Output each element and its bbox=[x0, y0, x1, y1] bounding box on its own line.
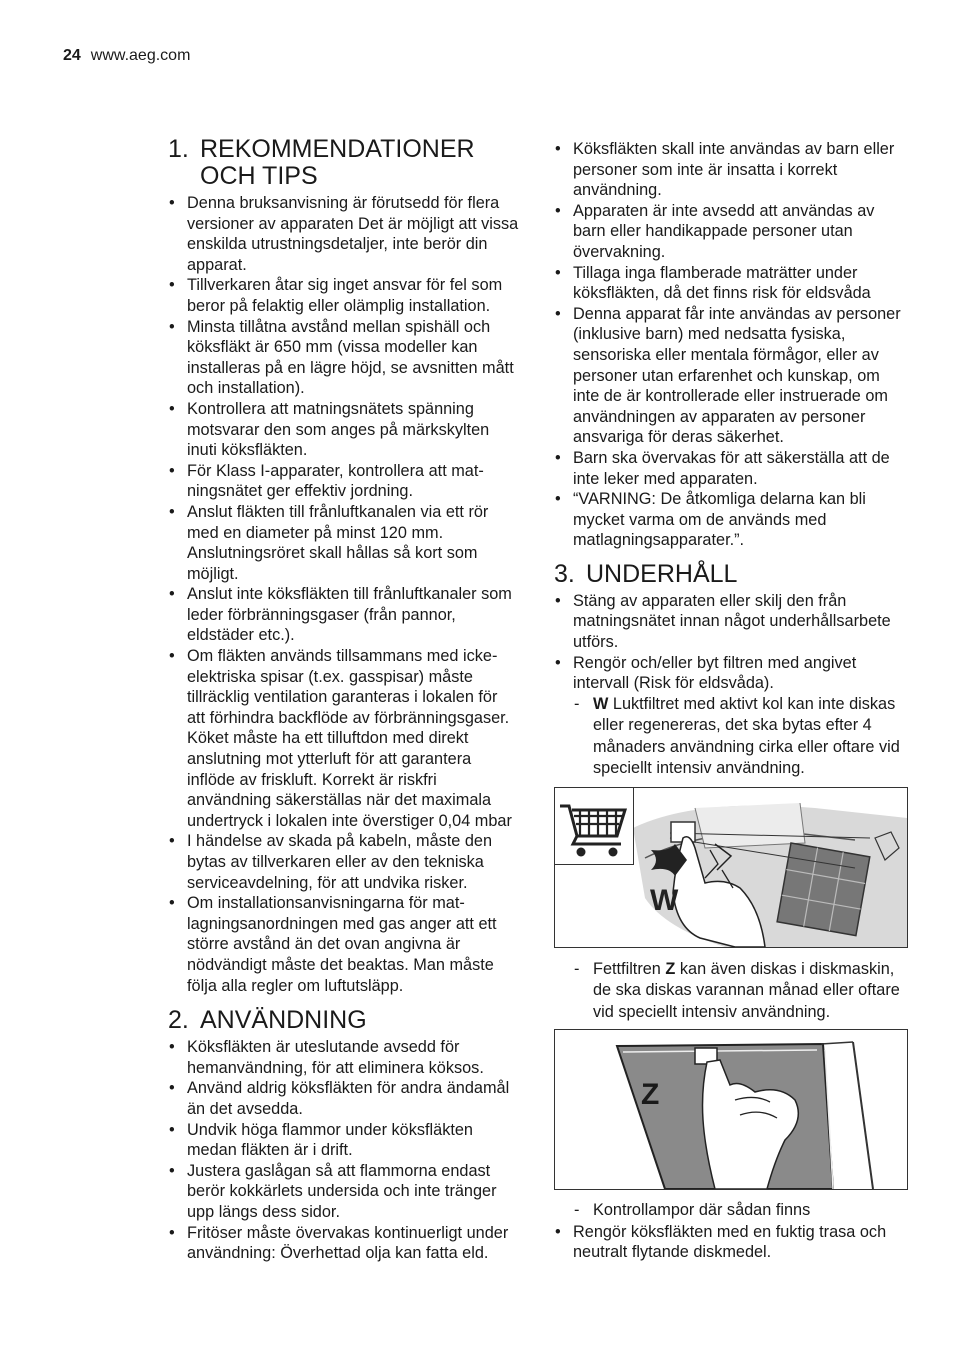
section-heading: 3. UNDERHÅLL bbox=[554, 559, 738, 588]
list-item: • Tillaga inga flamberade maträtter under köksfläkten, då det finns risk för eldsvåda bbox=[554, 263, 910, 304]
list-item: • Rengör köksfläkten med en fuktig trasa och neutralt flytande diskmedel. bbox=[554, 1222, 910, 1263]
bullet-list bbox=[554, 591, 910, 694]
list-item: • Kontrollera att matningsnätets spänning motsvarar den som anges på märkskylten inuti köksfläkten. bbox=[168, 399, 520, 461]
right-column bbox=[554, 139, 910, 1263]
figure-charcoal-filter bbox=[554, 787, 908, 948]
list-item: • Köksfläkten är uteslutande avsedd för hemanvändning, för att eliminera köksos. bbox=[168, 1037, 520, 1078]
bullet-list bbox=[168, 193, 520, 996]
list-item: • Anslut inte köksfläkten till frånluftkanaler som leder förbränningsgaser (från pannor, eldstäder etc.). bbox=[168, 584, 520, 646]
section-recommendations bbox=[168, 136, 520, 996]
list-item: • Tillverkaren åtar sig inget ansvar för fel som beror på felaktig eller olämplig installation. bbox=[168, 275, 520, 316]
list-item: • “VARNING: De åtkomliga delarna kan bli mycket varma om de används med matlagningsapparater.”. bbox=[554, 489, 910, 551]
list-item: • Apparaten är inte avsedd att användas av barn eller handikappade personer utan övervakning. bbox=[554, 201, 910, 263]
list-item: • Minsta tillåtna avstånd mellan spishäll och köksfläkt är 650 mm (vissa modeller kan installeras på en lägre höjd, se avsnitten mått och installation). bbox=[168, 317, 520, 399]
list-item: • Undvik höga flammor under köksfläkten medan fläkten är i drift. bbox=[168, 1120, 520, 1161]
section-usage bbox=[168, 1007, 520, 1264]
section-heading: 2. ANVÄNDNING bbox=[168, 1006, 367, 1035]
list-item: • Barn ska övervakas för att säkerställa att de inte leker med apparaten. bbox=[554, 448, 910, 489]
dash-item-lamps: - Kontrollampor där sådan finns bbox=[554, 1200, 910, 1222]
list-item: • För Klass I-apparater, kontrollera att matningsnätet ger effektiv jordning. bbox=[168, 461, 520, 502]
site-url[interactable]: www.aeg.com bbox=[90, 47, 191, 64]
list-item: • Köksfläkten skall inte användas av barn eller personer som inte är insatta i korrekt användning. bbox=[554, 139, 910, 201]
arrow-icon bbox=[649, 844, 689, 876]
list-item: • Fritöser måste övervakas kontinuerligt under användning: Överhettad olja kan fatta eld. bbox=[168, 1223, 520, 1264]
list-item: • I händelse av skada på kabeln, måste den bytas av tillverkaren eller av den tekniska serviceavdelning, för att undvika risker. bbox=[168, 831, 520, 893]
bullet-list bbox=[168, 1037, 520, 1264]
list-item: • Använd aldrig köksfläkten för andra ändamål än det avsedda. bbox=[168, 1078, 520, 1119]
list-item: • Justera gaslågan så att flammorna endast berör kokkärlets undersida och inte tränger upp längs dess sidor. bbox=[168, 1161, 520, 1223]
page-header bbox=[63, 47, 190, 65]
cart-box bbox=[555, 788, 634, 865]
list-item: • Denna bruksanvisning är förutsedd för flera versioner av apparaten Det är möjligt att vissa enskilda utrustningsdetaljer, inte berör din apparat. bbox=[168, 193, 520, 275]
bullet-list bbox=[554, 1222, 910, 1263]
left-column bbox=[168, 136, 520, 1274]
bullet-list-continued bbox=[554, 139, 910, 551]
list-item: • Om installationsanvisningarna för matlagningsanordningen med gas anger att ett större avstånd än det ovan angivna är nödvändigt måste det beaktas. Man måste följa alla regler om luftutsläpp. bbox=[168, 893, 520, 996]
dash-item-grease-filter: - Fettfiltren Z kan även diskas i diskmaskin, de ska diskas varannan månad eller oftare vid speciellt intensiv användning. bbox=[554, 959, 910, 1024]
list-item: • Om fläkten används tillsammans med icke-elektriska spisar (t.ex. gasspisar) måste tillräcklig ventilation garanteras i lokalen för att förhindra backflöde av förbränningsgaser. Köket måste ha ett tilluftdon med direkt anslutning mot ytterluft för att garantera inflöde av friskluft. Korrekt är riskfri användning säkerställas när det maximala undertryck i lokalen inte överstiger 0,04 mbar bbox=[168, 646, 520, 831]
shopping-cart-icon bbox=[555, 788, 633, 864]
list-item: • Stäng av apparaten eller skilj den från matningsnätet innan något underhållsarbete utförs. bbox=[554, 591, 910, 653]
list-item: • Rengör och/eller byt filtren med angivet intervall (Risk för eldsvåda). bbox=[554, 653, 910, 694]
list-item: • Anslut fläkten till frånluftkanalen via ett rör med en diameter på minst 120 mm. Anslutningsröret skall hållas så kort som möjligt. bbox=[168, 502, 520, 584]
figure-label-w: W bbox=[650, 883, 679, 917]
section-maintenance bbox=[554, 561, 910, 1263]
page-number: 24 bbox=[63, 47, 81, 64]
figure-grease-filter bbox=[554, 1029, 908, 1190]
list-item: • Denna apparat får inte användas av personer (inklusive barn) med nedsatta fysiska, sensoriska eller mentala förmågor, eller av personer utan erfarenhet och kunskap, om inte de är kontrollerade eller instruerade om användningen av apparaten av personer ansvariga för deras säkerhet. bbox=[554, 304, 910, 448]
figure-label-z: Z bbox=[641, 1078, 660, 1112]
dash-item-charcoal-filter: - W Luktfiltret med aktivt kol kan inte diskas eller regenereras, det ska bytas efter 4 månaders användning cirka eller oftare vid speciellt intensiv användning. bbox=[554, 694, 910, 780]
section-heading: 1. REKOMMENDATIONER OCH TIPS bbox=[168, 135, 475, 190]
grease-filter-illustration bbox=[555, 1030, 907, 1189]
